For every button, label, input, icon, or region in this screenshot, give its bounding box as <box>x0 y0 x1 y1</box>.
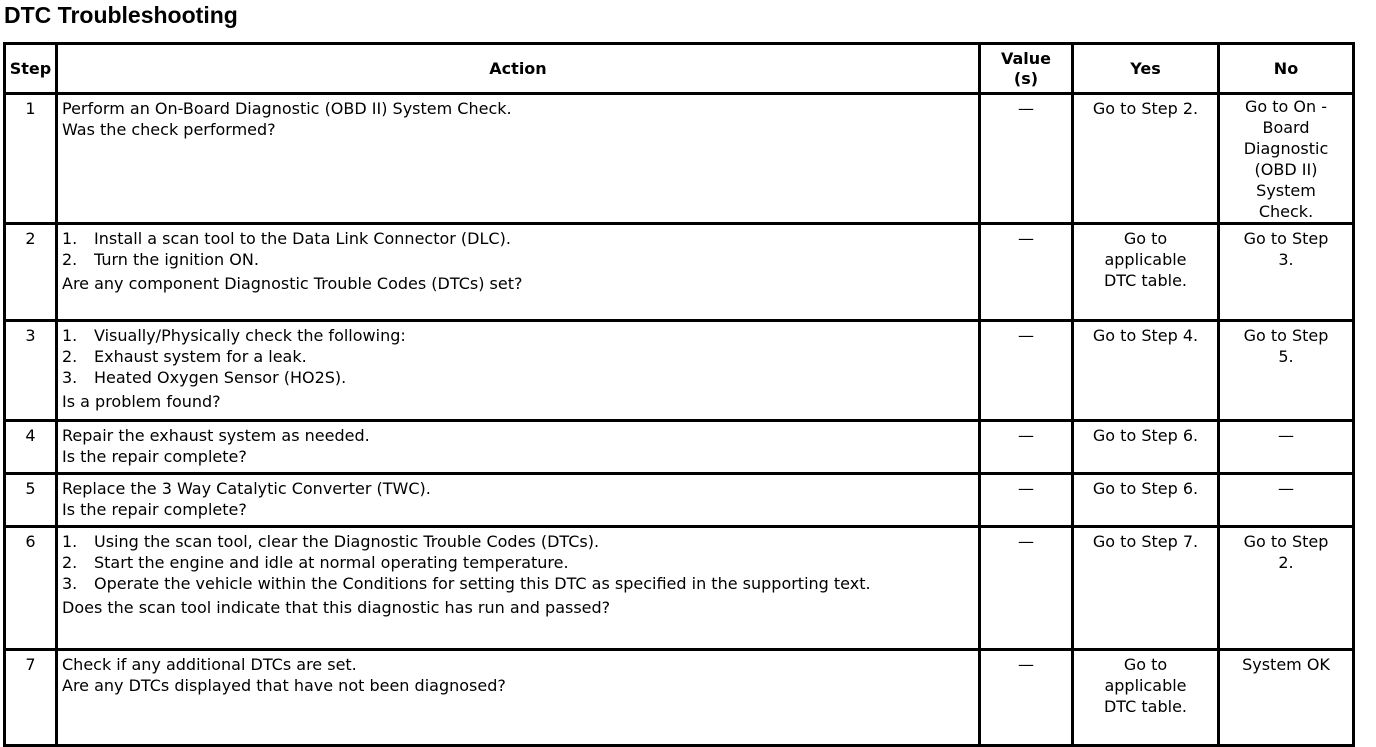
value-cell: — <box>980 321 1073 421</box>
action-cell <box>57 474 980 527</box>
table-row <box>5 321 1354 421</box>
yes-cell: Go to applicable DTC table. <box>1073 650 1219 746</box>
action-cell <box>57 321 980 421</box>
no-cell: System OK <box>1219 650 1354 746</box>
table-row <box>5 474 1354 527</box>
list-item: 2. Start the engine and idle at normal operating temperature. <box>62 553 569 572</box>
action-question: Is the repair complete? <box>62 447 247 466</box>
table-row <box>5 224 1354 321</box>
action-question: Are any component Diagnostic Trouble Codes (DTCs) set? <box>62 274 523 293</box>
step-number: 7 <box>5 650 57 746</box>
header-yes: Yes <box>1073 44 1219 94</box>
no-cell: Go to Step 5. <box>1219 321 1354 421</box>
yes-cell: Go to Step 7. <box>1073 527 1219 650</box>
action-cell <box>57 650 980 746</box>
dtc-table <box>3 42 1355 747</box>
table-row <box>5 650 1354 746</box>
header-step: Step <box>5 44 57 94</box>
action-list <box>62 531 938 594</box>
step-number: 2 <box>5 224 57 321</box>
step-number: 1 <box>5 94 57 224</box>
no-cell: — <box>1219 421 1354 474</box>
table-row <box>5 94 1354 224</box>
list-item: 2. Exhaust system for a leak. <box>62 347 307 366</box>
action-question: Are any DTCs displayed that have not been diagnosed? <box>62 676 506 695</box>
step-number: 5 <box>5 474 57 527</box>
step-number: 4 <box>5 421 57 474</box>
list-item: 1. Visually/Physically check the following: <box>62 326 406 345</box>
action-text: Replace the 3 Way Catalytic Converter (TWC). <box>62 479 431 498</box>
action-list <box>62 325 974 388</box>
no-cell: Go to Step 3. <box>1219 224 1354 321</box>
yes-cell: Go to Step 2. <box>1073 94 1219 224</box>
no-cell: Go to On -Board Diagnostic (OBD II) System Check. <box>1219 94 1354 224</box>
action-text: Repair the exhaust system as needed. <box>62 426 370 445</box>
action-cell <box>57 527 980 650</box>
list-item: 2. Turn the ignition ON. <box>62 250 259 269</box>
list-item: 1. Install a scan tool to the Data Link Connector (DLC). <box>62 229 511 248</box>
list-item: 3. Operate the vehicle within the Conditions for setting this DTC as specified in the supporting text. <box>62 574 871 593</box>
value-cell: — <box>980 650 1073 746</box>
action-question: Does the scan tool indicate that this diagnostic has run and passed? <box>62 598 611 617</box>
action-question: Is the repair complete? <box>62 500 247 519</box>
action-cell <box>57 224 980 321</box>
table-row <box>5 527 1354 650</box>
value-cell: — <box>980 527 1073 650</box>
list-item: 3. Heated Oxygen Sensor (HO2S). <box>62 368 347 387</box>
action-text: Perform an On-Board Diagnostic (OBD II) System Check. <box>62 99 512 118</box>
yes-cell: Go to applicable DTC table. <box>1073 224 1219 321</box>
no-cell: — <box>1219 474 1354 527</box>
action-question: Was the check performed? <box>62 120 276 139</box>
value-cell: — <box>980 94 1073 224</box>
header-action: Action <box>57 44 980 94</box>
step-number: 3 <box>5 321 57 421</box>
value-cell: — <box>980 474 1073 527</box>
action-cell <box>57 94 980 224</box>
yes-cell: Go to Step 4. <box>1073 321 1219 421</box>
action-cell <box>57 421 980 474</box>
no-cell: Go to Step 2. <box>1219 527 1354 650</box>
action-text: Check if any additional DTCs are set. <box>62 655 357 674</box>
action-list <box>62 228 974 270</box>
list-item: 1. Using the scan tool, clear the Diagnostic Trouble Codes (DTCs). <box>62 532 600 551</box>
value-cell: — <box>980 421 1073 474</box>
header-value: Value (s) <box>980 44 1073 94</box>
step-number: 6 <box>5 527 57 650</box>
yes-cell: Go to Step 6. <box>1073 474 1219 527</box>
header-row <box>5 44 1354 94</box>
header-no: No <box>1219 44 1354 94</box>
value-cell: — <box>980 224 1073 321</box>
yes-cell: Go to Step 6. <box>1073 421 1219 474</box>
page-title: DTC Troubleshooting <box>4 2 238 28</box>
table-row <box>5 421 1354 474</box>
action-question: Is a problem found? <box>62 392 221 411</box>
